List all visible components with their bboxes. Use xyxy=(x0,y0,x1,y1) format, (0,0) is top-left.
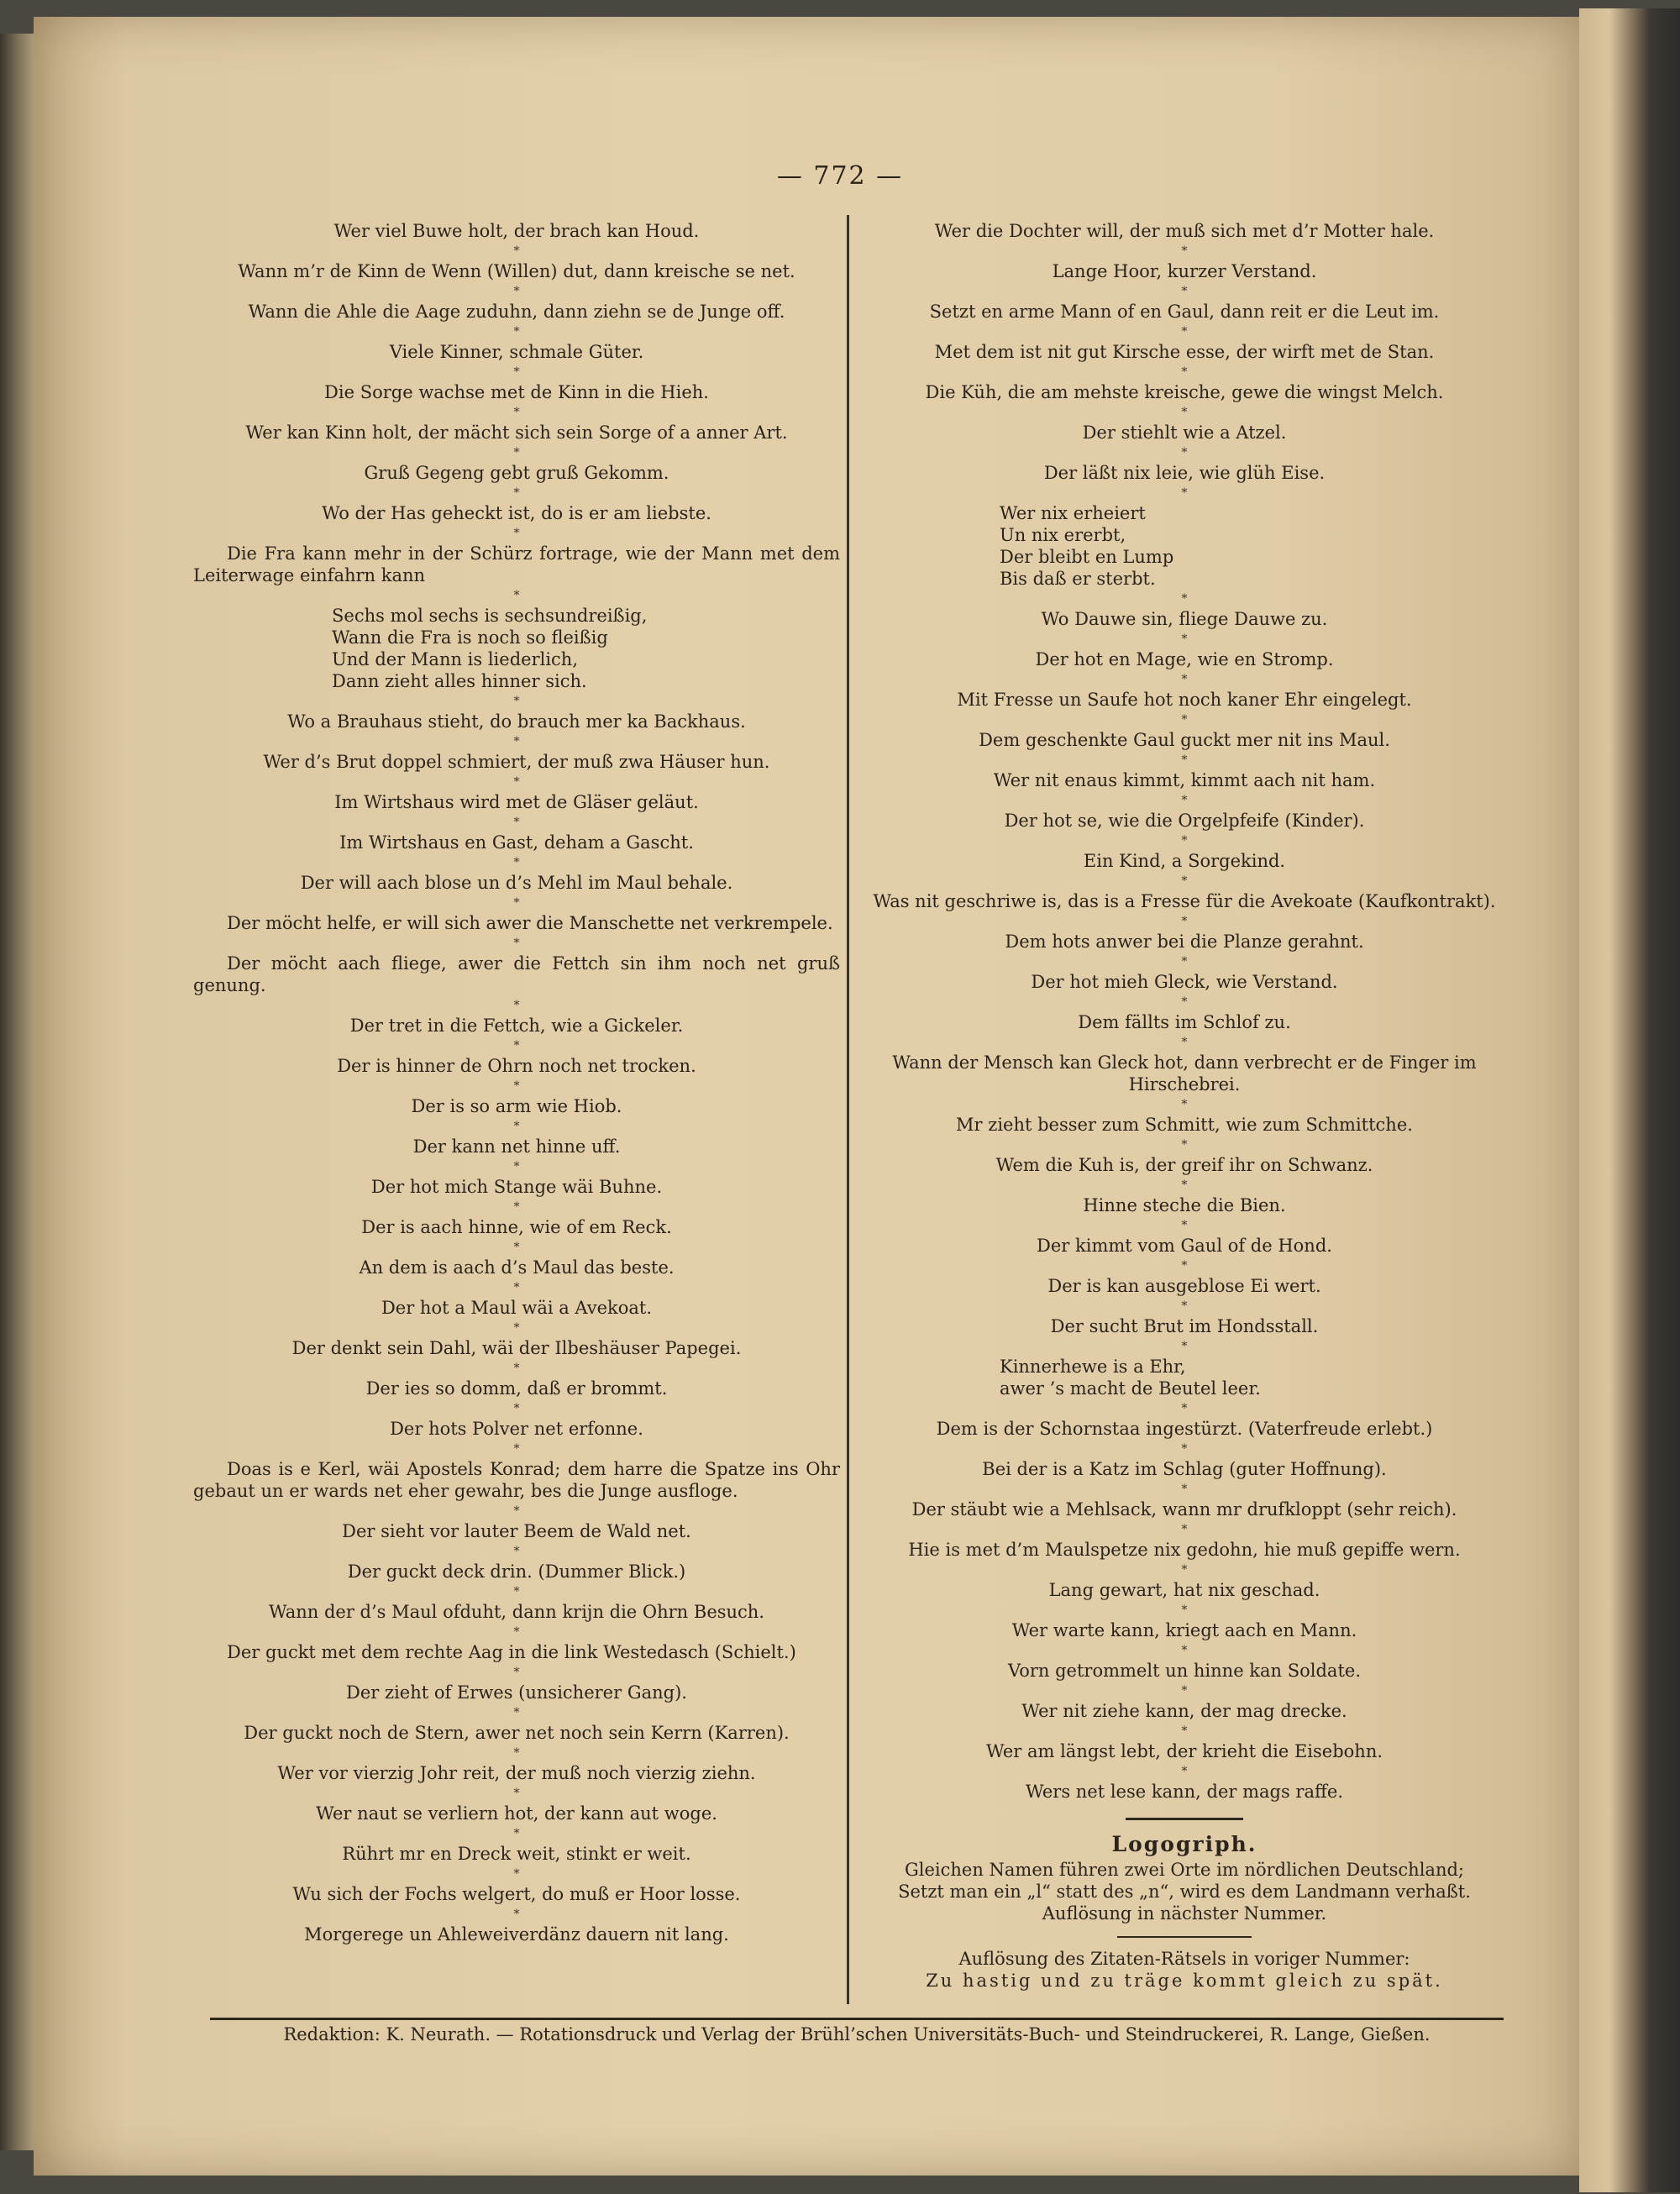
separator-asterisk: * xyxy=(1181,955,1188,968)
proverb-text: Dem geschenkte Gaul guckt mer nit ins Maul. xyxy=(979,730,1390,750)
separator-asterisk: * xyxy=(1181,1563,1188,1577)
proverb-entry xyxy=(865,931,1504,953)
proverb-text: Lang gewart, hat nix geschad. xyxy=(1048,1580,1320,1600)
separator-asterisk: * xyxy=(513,775,520,789)
separator-asterisk: * xyxy=(1181,1178,1188,1192)
proverb-text: Der zieht of Erwes (unsicherer Gang). xyxy=(346,1682,687,1703)
separator-asterisk: * xyxy=(513,365,520,379)
proverb-entry xyxy=(865,1194,1504,1216)
proverb-entry xyxy=(865,1114,1504,1136)
proverb-text: Wer viel Buwe holt, der brach kan Houd. xyxy=(333,221,700,241)
page-number: — 772 — xyxy=(776,161,904,191)
solution-line: Zu hastig und zu träge kommt gleich zu spät. xyxy=(926,1971,1443,1991)
right-column-entries xyxy=(865,220,1504,1803)
separator-asterisk: * xyxy=(1181,1138,1188,1152)
proverb-text: Rührt mr en Dreck weit, stinkt er weit. xyxy=(342,1844,691,1864)
proverb-entry xyxy=(193,543,840,586)
logogriph-line: Setzt man ein „l“ statt des „n“, wird es dem Landmann verhaßt. xyxy=(898,1882,1471,1902)
separator-asterisk: * xyxy=(513,816,520,829)
proverb-text: Die Sorge wachse met de Kinn in die Hieh. xyxy=(324,382,709,402)
separator-asterisk: * xyxy=(1181,285,1188,298)
proverb-entry xyxy=(865,1418,1504,1440)
proverb-entry xyxy=(865,850,1504,872)
proverb-entry xyxy=(193,1762,840,1784)
proverb-text: Der stiehlt wie a Atzel. xyxy=(1082,423,1287,443)
proverb-text: Lange Hoor, kurzer Verstand. xyxy=(1052,261,1317,281)
proverb-text: Der kann net hinne uff. xyxy=(412,1136,621,1157)
proverb-entry xyxy=(865,648,1504,670)
proverb-entry xyxy=(193,1924,840,1945)
proverb-entry xyxy=(193,1257,840,1278)
verse-line: Und der Mann is liederlich, xyxy=(332,649,579,669)
proverb-entry xyxy=(193,1722,840,1744)
proverb-text: Morgerege un Ahleweiverdänz dauern nit lang. xyxy=(304,1924,729,1945)
separator-asterisk: * xyxy=(1181,753,1188,767)
separator-asterisk: * xyxy=(513,1160,520,1173)
proverb-text: Doas is e Kerl, wäi Apostels Konrad; dem harre die Spatze ins Ohr gebaut un er wards net eher gewahr, bes die Junge ausfloge. xyxy=(193,1459,840,1501)
separator-asterisk: * xyxy=(513,896,520,910)
separator-asterisk: * xyxy=(1181,713,1188,727)
separator-asterisk: * xyxy=(513,1321,520,1335)
proverb-entry xyxy=(865,1700,1504,1722)
proverb-entry xyxy=(865,502,1504,590)
separator-asterisk: * xyxy=(1181,632,1188,646)
proverb-text: Die Küh, die am mehste kreische, gewe die wingst Melch. xyxy=(925,382,1444,402)
verse-line: Kinnerhewe is a Ehr, xyxy=(1000,1357,1186,1377)
proverb-text: Der läßt nix leie, wie glüh Eise. xyxy=(1043,463,1326,483)
proverb-text: Mit Fresse un Saufe hot noch kaner Ehr eingelegt. xyxy=(957,690,1412,710)
proverb-entry xyxy=(865,260,1504,282)
proverb-entry xyxy=(193,953,840,996)
proverb-entry xyxy=(193,1337,840,1359)
proverb-text: Wann der d’s Maul ofduht, dann krijn die Ohrn Besuch. xyxy=(268,1602,765,1622)
proverb-text: Der sucht Brut im Hondsstall. xyxy=(1050,1316,1319,1336)
proverb-text: Dem is der Schornstaa ingestürzt. (Vaterfreude erlebt.) xyxy=(936,1419,1433,1439)
proverb-text: Setzt en arme Mann of en Gaul, dann reit er die Leut im. xyxy=(929,302,1440,322)
separator-asterisk: * xyxy=(513,527,520,540)
proverb-entry xyxy=(193,1297,840,1319)
proverb-text: Der hot mieh Gleck, wie Verstand. xyxy=(1031,972,1338,992)
proverb-text: Der denkt sein Dahl, wäi der Ilbeshäuser Papegei. xyxy=(291,1338,742,1358)
proverb-entry xyxy=(193,1641,840,1663)
section-rule xyxy=(1117,1936,1252,1938)
separator-asterisk: * xyxy=(513,1281,520,1294)
proverb-text: Der guckt deck drin. (Dummer Blick.) xyxy=(347,1562,686,1582)
separator-asterisk: * xyxy=(513,1585,520,1598)
separator-asterisk: * xyxy=(1181,1098,1188,1111)
logogriph-line: Auflösung in nächster Nummer. xyxy=(1042,1903,1327,1924)
proverb-text: Vorn getrommelt un hinne kan Soldate. xyxy=(1007,1661,1361,1681)
separator-asterisk: * xyxy=(1181,365,1188,379)
verse-line: awer ’s macht de Beutel leer. xyxy=(1000,1378,1261,1399)
proverb-entry xyxy=(865,1539,1504,1561)
separator-asterisk: * xyxy=(513,1625,520,1639)
proverb-entry xyxy=(193,502,840,524)
separator-asterisk: * xyxy=(513,1666,520,1679)
proverb-entry xyxy=(193,1803,840,1824)
separator-asterisk: * xyxy=(513,937,520,950)
proverb-text: Der hots Polver net erfonne. xyxy=(390,1419,643,1439)
proverb-text: Im Wirtshaus en Gast, deham a Gascht. xyxy=(339,832,694,853)
column-divider xyxy=(847,215,849,2004)
separator-asterisk: * xyxy=(513,589,520,602)
proverb-entry xyxy=(865,1011,1504,1033)
separator-asterisk: * xyxy=(513,1120,520,1133)
proverb-entry xyxy=(193,1883,840,1905)
separator-asterisk: * xyxy=(513,1079,520,1093)
separator-asterisk: * xyxy=(1181,1483,1188,1496)
proverb-entry xyxy=(193,1136,840,1157)
proverb-entry xyxy=(865,422,1504,444)
proverb-text: Der hot se, wie die Orgelpfeife (Kinder). xyxy=(1004,811,1365,831)
proverb-entry xyxy=(193,301,840,323)
logogriph-text xyxy=(865,1859,1504,1924)
proverb-entry xyxy=(865,1356,1504,1399)
separator-asterisk: * xyxy=(513,1362,520,1375)
proverb-entry xyxy=(865,462,1504,484)
proverb-text: Der guckt met dem rechte Aag in die link Westedasch (Schielt.) xyxy=(227,1642,796,1662)
separator-asterisk: * xyxy=(513,446,520,459)
separator-asterisk: * xyxy=(513,1706,520,1719)
proverb-text: Der will aach blose un d’s Mehl im Maul behale. xyxy=(300,873,733,893)
proverb-text: Der sieht vor lauter Beem de Wald net. xyxy=(342,1521,691,1541)
separator-asterisk: * xyxy=(513,1908,520,1921)
proverb-text: Dem fällts im Schlof zu. xyxy=(1078,1012,1291,1032)
proverb-text: Der hot mich Stange wäi Buhne. xyxy=(370,1177,663,1197)
separator-asterisk: * xyxy=(513,735,520,748)
proverb-entry xyxy=(865,1315,1504,1337)
separator-asterisk: * xyxy=(513,1241,520,1254)
proverb-text: Wer nit ziehe kann, der mag drecke. xyxy=(1021,1701,1347,1721)
separator-asterisk: * xyxy=(1181,486,1188,500)
separator-asterisk: * xyxy=(1181,1644,1188,1657)
proverb-text: Wann der Mensch kan Gleck hot, dann verbrecht er de Finger im Hirschebrei. xyxy=(892,1052,1477,1094)
verse-line: Dann zieht alles hinner sich. xyxy=(332,671,587,691)
separator-asterisk: * xyxy=(1181,1442,1188,1456)
separator-asterisk: * xyxy=(1181,406,1188,419)
proverb-entry xyxy=(193,1216,840,1238)
separator-asterisk: * xyxy=(513,285,520,298)
proverb-text: Der is aach hinne, wie of em Reck. xyxy=(361,1217,672,1237)
verse-block xyxy=(332,605,701,692)
proverb-entry xyxy=(865,689,1504,711)
proverb-entry xyxy=(865,220,1504,242)
proverb-entry xyxy=(193,791,840,813)
proverb-entry xyxy=(193,1176,840,1198)
proverb-entry xyxy=(865,1499,1504,1520)
separator-asterisk: * xyxy=(1181,1219,1188,1232)
proverb-text: Bei der is a Katz im Schlag (guter Hoffnung). xyxy=(982,1459,1387,1479)
proverb-text: Wo a Brauhaus stieht, do brauch mer ka Backhaus. xyxy=(287,711,746,732)
separator-asterisk: * xyxy=(1181,1340,1188,1353)
proverb-entry xyxy=(865,810,1504,832)
proverb-entry xyxy=(193,462,840,484)
proverb-text: Wer warte kann, kriegt aach en Mann. xyxy=(1011,1620,1357,1640)
verse-block xyxy=(1000,1356,1369,1399)
separator-asterisk: * xyxy=(513,1746,520,1760)
separator-asterisk: * xyxy=(513,1787,520,1800)
verse-line: Wann die Fra is noch so fleißig xyxy=(332,627,608,648)
proverb-entry xyxy=(193,1561,840,1583)
proverb-text: Wer kan Kinn holt, der mächt sich sein Sorge of a anner Art. xyxy=(245,423,788,443)
proverb-text: Wer d’s Brut doppel schmiert, der muß zwa Häuser hun. xyxy=(263,752,770,772)
proverb-entry xyxy=(193,1095,840,1117)
footer-rule xyxy=(210,2018,1504,2020)
proverb-text: Wu sich der Fochs welgert, do muß er Hoor losse. xyxy=(292,1884,741,1904)
proverb-entry xyxy=(193,220,840,242)
proverb-entry xyxy=(193,605,840,692)
proverb-entry xyxy=(865,769,1504,791)
logogriph-line: Gleichen Namen führen zwei Orte im nördlichen Deutschland; xyxy=(904,1860,1464,1880)
proverb-entry xyxy=(193,341,840,363)
riddle-solution xyxy=(865,1948,1504,1992)
solution-line: Auflösung des Zitaten-Rätsels in voriger Nummer: xyxy=(958,1949,1410,1969)
proverb-text: Der is hinner de Ohrn noch net trocken. xyxy=(337,1056,696,1076)
separator-asterisk: * xyxy=(513,486,520,500)
separator-asterisk: * xyxy=(1181,1765,1188,1778)
separator-asterisk: * xyxy=(1181,1259,1188,1273)
separator-asterisk: * xyxy=(513,1402,520,1415)
proverb-text: Der is kan ausgeblose Ei wert. xyxy=(1047,1276,1321,1296)
separator-asterisk: * xyxy=(1181,874,1188,888)
proverb-entry xyxy=(193,1418,840,1440)
proverb-entry xyxy=(865,1579,1504,1601)
separator-asterisk: * xyxy=(1181,1724,1188,1738)
proverb-text: Wer nit enaus kimmt, kimmt aach nit ham. xyxy=(993,770,1376,790)
proverb-text: Der möcht helfe, er will sich awer die Manschette net verkrempele. xyxy=(227,913,833,933)
separator-asterisk: * xyxy=(513,1039,520,1052)
proverb-entry xyxy=(865,381,1504,403)
proverb-entry xyxy=(193,1015,840,1037)
proverb-entry xyxy=(865,1235,1504,1257)
proverb-entry xyxy=(865,301,1504,323)
proverb-entry xyxy=(865,608,1504,630)
logogriph-title: Logogriph. xyxy=(1111,1832,1257,1856)
separator-asterisk: * xyxy=(513,999,520,1012)
separator-asterisk: * xyxy=(513,1545,520,1558)
proverb-text: Viele Kinner, schmale Güter. xyxy=(389,342,644,362)
separator-asterisk: * xyxy=(1181,673,1188,686)
proverb-entry xyxy=(865,1275,1504,1297)
proverb-entry xyxy=(865,1052,1504,1095)
proverb-entry xyxy=(193,1601,840,1623)
proverb-text: Wer die Dochter will, der muß sich met d’r Motter hale. xyxy=(934,221,1435,241)
proverb-text: Die Fra kann mehr in der Schürz fortrage, wie der Mann met dem Leiterwage einfahrn kann xyxy=(193,543,840,585)
proverb-text: Wo Dauwe sin, fliege Dauwe zu. xyxy=(1041,609,1328,629)
separator-asterisk: * xyxy=(513,856,520,869)
proverb-entry xyxy=(193,832,840,853)
left-column xyxy=(193,220,840,1945)
separator-asterisk: * xyxy=(1181,915,1188,928)
proverb-text: Dem hots anwer bei die Planze gerahnt. xyxy=(1005,932,1364,952)
verse-line: Sechs mol sechs is sechsundreißig, xyxy=(332,606,648,626)
proverb-entry xyxy=(865,729,1504,751)
right-column xyxy=(865,220,1504,1992)
proverb-text: Der is so arm wie Hiob. xyxy=(411,1096,622,1116)
proverb-entry xyxy=(193,751,840,773)
proverb-entry xyxy=(865,341,1504,363)
separator-asterisk: * xyxy=(1181,325,1188,339)
proverb-text: Der hot en Mage, wie en Stromp. xyxy=(1035,649,1334,669)
verse-line: Bis daß er sterbt. xyxy=(1000,569,1156,589)
proverb-text: Gruß Gegeng gebt gruß Gekomm. xyxy=(364,463,669,483)
proverb-entry xyxy=(865,971,1504,993)
separator-asterisk: * xyxy=(1181,1684,1188,1698)
proverb-text: Wer vor vierzig Johr reit, der muß noch vierzig ziehn. xyxy=(277,1763,756,1783)
proverb-entry xyxy=(865,1781,1504,1803)
verse-line: Un nix ererbt, xyxy=(1000,525,1126,545)
proverb-text: Der guckt noch de Stern, awer net noch sein Kerrn (Karren). xyxy=(244,1723,790,1743)
separator-asterisk: * xyxy=(1181,1402,1188,1415)
proverb-entry xyxy=(865,1154,1504,1176)
proverb-text: Mr zieht besser zum Schmitt, wie zum Schmittche. xyxy=(956,1115,1413,1135)
separator-asterisk: * xyxy=(513,244,520,258)
proverb-entry xyxy=(193,711,840,732)
proverb-text: Ein Kind, a Sorgekind. xyxy=(1083,851,1286,871)
proverb-text: Wann die Ahle die Aage zuduhn, dann ziehn se de Junge off. xyxy=(248,302,785,322)
proverb-text: Der stäubt wie a Mehlsack, wann mr drufkloppt (sehr reich). xyxy=(911,1499,1457,1520)
separator-asterisk: * xyxy=(1181,794,1188,807)
separator-asterisk: * xyxy=(513,1867,520,1881)
proverb-entry xyxy=(193,872,840,894)
proverb-text: An dem is aach d’s Maul das beste. xyxy=(359,1257,675,1278)
proverb-text: Der kimmt vom Gaul of de Hond. xyxy=(1037,1236,1332,1256)
separator-asterisk: * xyxy=(513,1200,520,1214)
proverb-text: Wann m’r de Kinn de Wenn (Willen) dut, dann kreische se net. xyxy=(238,261,795,281)
proverb-entry xyxy=(193,381,840,403)
proverb-entry xyxy=(865,1619,1504,1641)
proverb-entry xyxy=(193,1378,840,1399)
proverb-text: Wer am längst lebt, der krieht die Eisebohn. xyxy=(985,1741,1383,1761)
proverb-text: Der ies so domm, daß er brommt. xyxy=(365,1378,668,1399)
proverb-text: Wer naut se verliern hot, der kann aut woge. xyxy=(316,1803,717,1824)
proverb-entry xyxy=(193,912,840,934)
proverb-entry xyxy=(193,422,840,444)
book-spine-edge xyxy=(1579,8,1680,2192)
separator-asterisk: * xyxy=(513,325,520,339)
proverb-entry xyxy=(193,1055,840,1077)
separator-asterisk: * xyxy=(513,406,520,419)
proverb-text: Wo der Has geheckt ist, do is er am liebste. xyxy=(322,503,711,523)
proverb-text: Hie is met d’m Maulspetze nix gedohn, hie muß gepiffe wern. xyxy=(908,1540,1461,1560)
proverb-entry xyxy=(865,1660,1504,1682)
proverb-entry xyxy=(193,260,840,282)
proverb-text: Der möcht aach fliege, awer die Fettch sin ihm noch net gruß genung. xyxy=(193,953,840,995)
separator-asterisk: * xyxy=(1181,1299,1188,1313)
imprint-footer: Redaktion: K. Neurath. — Rotationsdruck und Verlag der Brühl’schen Universitäts-Buch- und Steindruckerei, R. Lange, Gießen. xyxy=(283,2024,1431,2044)
proverb-text: Was nit geschriwe is, das is a Fresse für die Avekoate (Kaufkontrakt). xyxy=(873,891,1496,911)
proverb-text: Wem die Kuh is, der greif ihr on Schwanz. xyxy=(995,1155,1373,1175)
separator-asterisk: * xyxy=(513,695,520,708)
section-rule xyxy=(1126,1818,1243,1820)
proverb-entry xyxy=(193,1843,840,1865)
proverb-entry xyxy=(865,890,1504,912)
separator-asterisk: * xyxy=(1181,446,1188,459)
proverb-text: Der tret in die Fettch, wie a Gickeler. xyxy=(349,1016,684,1036)
proverb-text: Der hot a Maul wäi a Avekoat. xyxy=(381,1298,653,1318)
proverb-entry xyxy=(865,1458,1504,1480)
proverb-entry xyxy=(193,1458,840,1502)
separator-asterisk: * xyxy=(1181,1036,1188,1049)
separator-asterisk: * xyxy=(1181,995,1188,1009)
separator-asterisk: * xyxy=(1181,1523,1188,1536)
proverb-text: Hinne steche die Bien. xyxy=(1083,1195,1286,1215)
proverb-text: Im Wirtshaus wird met de Gläser geläut. xyxy=(334,792,699,812)
separator-asterisk: * xyxy=(1181,244,1188,258)
separator-asterisk: * xyxy=(1181,834,1188,848)
separator-asterisk: * xyxy=(513,1504,520,1518)
verse-line: Wer nix erheiert xyxy=(1000,503,1146,523)
separator-asterisk: * xyxy=(1181,1604,1188,1617)
verse-line: Der bleibt en Lump xyxy=(1000,547,1174,567)
proverb-entry xyxy=(193,1520,840,1542)
proverb-text: Met dem ist nit gut Kirsche esse, der wirft met de Stan. xyxy=(934,342,1435,362)
proverb-entry xyxy=(193,1682,840,1703)
proverb-text: Wers net lese kann, der mags raffe. xyxy=(1025,1782,1344,1802)
verse-block xyxy=(1000,502,1369,590)
separator-asterisk: * xyxy=(513,1442,520,1456)
separator-asterisk: * xyxy=(513,1827,520,1840)
proverb-entry xyxy=(865,1740,1504,1762)
separator-asterisk: * xyxy=(1181,592,1188,606)
